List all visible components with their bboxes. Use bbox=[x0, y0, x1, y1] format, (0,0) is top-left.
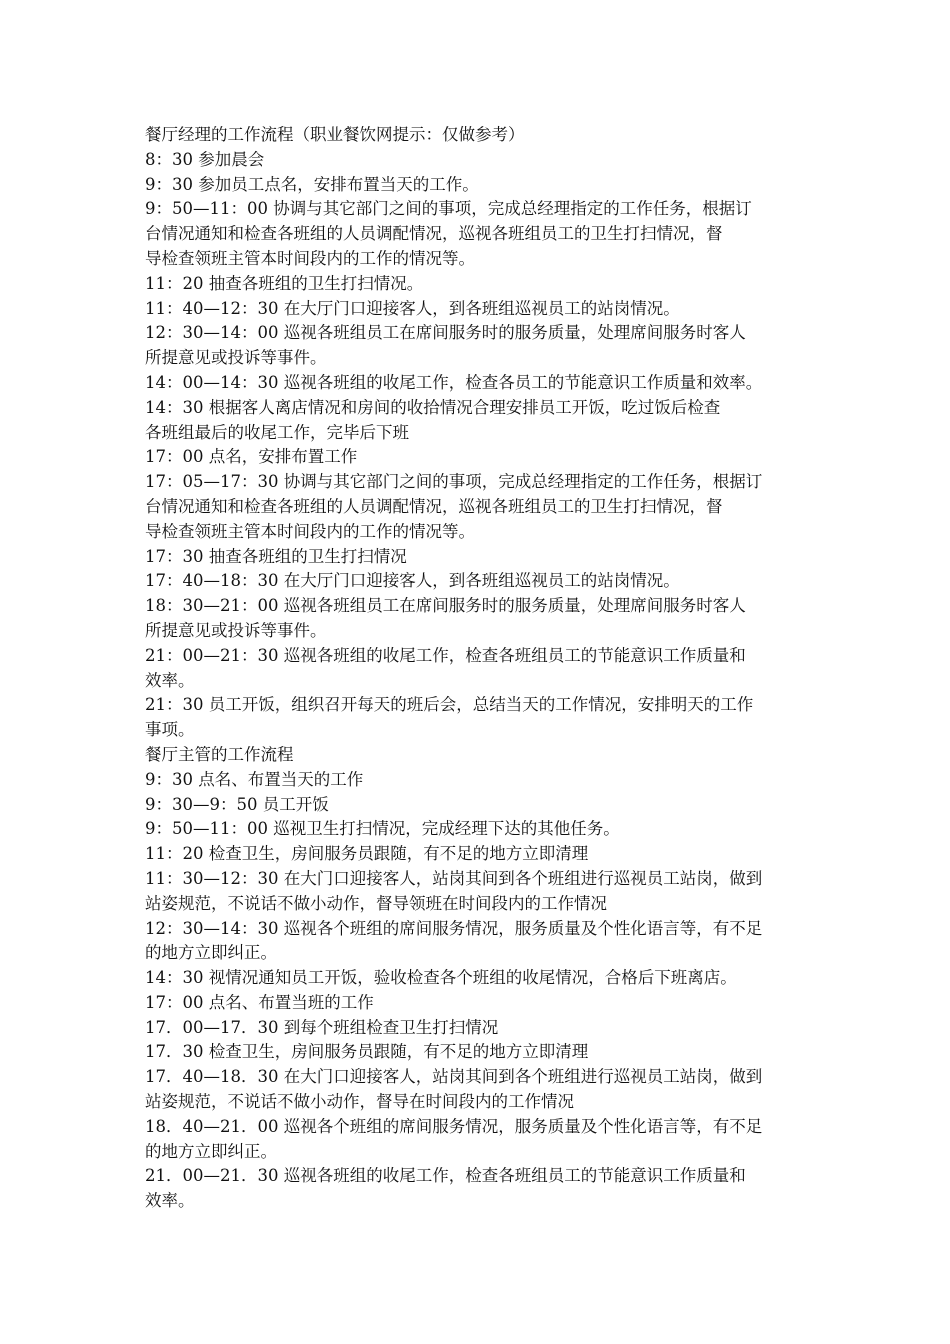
text-line: 17：30 抽查各班组的卫生打扫情况 bbox=[145, 546, 407, 566]
text-line: 17：40—18：30 在大厅门口迎接客人，到各班组巡视员工的站岗情况。 bbox=[145, 571, 680, 591]
text-line: 的地方立即纠正。 bbox=[145, 1141, 277, 1161]
text-line: 9：30—9：50 员工开饭 bbox=[145, 794, 329, 814]
text-line: 导检查领班主管本时间段内的工作的情况等。 bbox=[145, 248, 475, 268]
text-line: 所提意见或投诉等事件。 bbox=[145, 620, 327, 640]
document-body bbox=[145, 123, 810, 1214]
text-line: 台情况通知和检查各班组的人员调配情况，巡视各班组员工的卫生打扫情况，督 bbox=[145, 496, 723, 516]
text-line: 18：30—21：00 巡视各班组员工在席间服务时的服务质量，处理席间服务时客人 bbox=[145, 596, 746, 616]
text-line: 效率。 bbox=[145, 670, 195, 690]
text-line: 11：30—12：30 在大门口迎接客人，站岗其间到各个班组进行巡视员工站岗，做到 bbox=[145, 868, 763, 888]
text-line: 11：20 检查卫生，房间服务员跟随，有不足的地方立即清理 bbox=[145, 844, 589, 864]
text-line: 所提意见或投诉等事件。 bbox=[145, 348, 327, 368]
text-line: 21：30 员工开饭，组织召开每天的班后会，总结当天的工作情况，安排明天的工作 bbox=[145, 695, 754, 715]
text-line: 11：40—12：30 在大厅门口迎接客人，到各班组巡视员工的站岗情况。 bbox=[145, 298, 680, 318]
text-line: 站姿规范，不说话不做小动作，督导在时间段内的工作情况 bbox=[145, 1092, 574, 1112]
text-line: 17：00 点名、布置当班的工作 bbox=[145, 992, 374, 1012]
text-line: 餐厅主管的工作流程 bbox=[145, 744, 294, 764]
text-line: 效率。 bbox=[145, 1191, 195, 1211]
text-line: 17．30 检查卫生，房间服务员跟随，有不足的地方立即清理 bbox=[145, 1042, 589, 1062]
text-line: 9：30 点名、布置当天的工作 bbox=[145, 769, 364, 789]
text-line: 17．40—18．30 在大门口迎接客人，站岗其间到各个班组进行巡视员工站岗，做到 bbox=[145, 1067, 763, 1087]
text-line: 21：00—21：30 巡视各班组的收尾工作，检查各班组员工的节能意识工作质量和 bbox=[145, 645, 746, 665]
text-line: 12：30—14：00 巡视各班组员工在席间服务时的服务质量，处理席间服务时客人 bbox=[145, 323, 746, 343]
text-line: 事项。 bbox=[145, 720, 195, 740]
text-line: 导检查领班主管本时间段内的工作的情况等。 bbox=[145, 521, 475, 541]
text-line: 9：50—11：00 协调与其它部门之间的事项，完成总经理指定的工作任务，根据订 bbox=[145, 199, 752, 219]
text-line: 8：30 参加晨会 bbox=[145, 149, 265, 169]
text-line: 9：30 参加员工点名，安排布置当天的工作。 bbox=[145, 174, 479, 194]
text-line: 11：20 抽查各班组的卫生打扫情况。 bbox=[145, 273, 424, 293]
text-line: 17：00 点名，安排布置工作 bbox=[145, 447, 358, 467]
text-line: 的地方立即纠正。 bbox=[145, 943, 277, 963]
text-line: 9：50—11：00 巡视卫生打扫情况，完成经理下达的其他任务。 bbox=[145, 819, 620, 839]
text-line: 14：00—14：30 巡视各班组的收尾工作，检查各员工的节能意识工作质量和效率。 bbox=[145, 372, 763, 392]
text-line: 14：30 视情况通知员工开饭，验收检查各个班组的收尾情况，合格后下班离店。 bbox=[145, 968, 737, 988]
text-line: 18．40—21．00 巡视各个班组的席间服务情况，服务质量及个性化语言等，有不足 bbox=[145, 1116, 763, 1136]
text-line: 餐厅经理的工作流程（职业餐饮网提示：仅做参考） bbox=[145, 125, 525, 144]
text-line: 12：30—14：30 巡视各个班组的席间服务情况，服务质量及个性化语言等，有不足 bbox=[145, 918, 763, 938]
text-line: 17．00—17．30 到每个班组检查卫生打扫情况 bbox=[145, 1017, 499, 1037]
text-line: 台情况通知和检查各班组的人员调配情况，巡视各班组员工的卫生打扫情况，督 bbox=[145, 224, 723, 244]
text-line: 站姿规范，不说话不做小动作，督导领班在时间段内的工作情况 bbox=[145, 893, 607, 913]
text-line: 各班组最后的收尾工作，完毕后下班 bbox=[145, 422, 409, 442]
text-line: 17：05—17：30 协调与其它部门之间的事项，完成总经理指定的工作任务，根据订 bbox=[145, 472, 763, 492]
text-line: 21．00—21．30 巡视各班组的收尾工作，检查各班组员工的节能意识工作质量和 bbox=[145, 1166, 746, 1186]
text-line: 14：30 根据客人离店情况和房间的收拾情况合理安排员工开饭，吃过饭后检查 bbox=[145, 397, 721, 417]
